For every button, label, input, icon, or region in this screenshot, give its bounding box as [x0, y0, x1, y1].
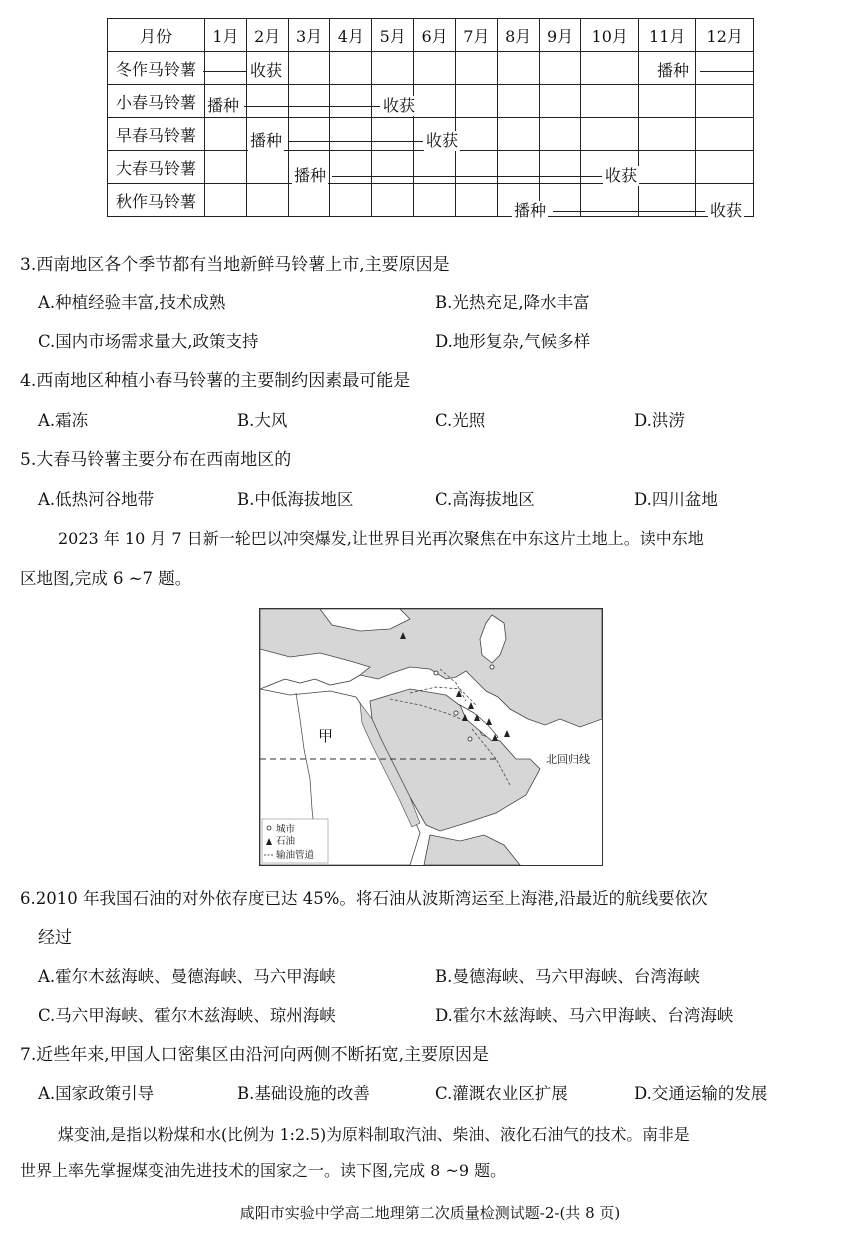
intro-8-9-line1: 煤变油,是指以粉煤和水(比例为 1:2.5)为原料制取汽油、柴油、液化石油气的技术。南非是: [58, 1125, 690, 1144]
row-name: 冬作马铃薯: [108, 52, 205, 85]
map-label-jia: 甲: [318, 727, 334, 745]
page-footer: 咸阳市实验中学高二地理第二次质量检测试题-2-(共 8 页): [239, 1204, 621, 1222]
harvest-label: 收获: [605, 166, 638, 185]
month-header: 9月: [539, 19, 581, 52]
table-row: [108, 151, 754, 184]
month-header: 2月: [246, 19, 288, 52]
question-4-stem: 4.西南地区种植小春马铃薯的主要制约因素最可能是: [20, 371, 411, 391]
harvest-label: 收获: [383, 96, 416, 115]
month-header: 12月: [696, 19, 754, 52]
middle-east-map: [259, 608, 603, 866]
sowing-label: 播种: [657, 61, 690, 80]
header-month-label: 月份: [108, 19, 205, 52]
q6-option-c: C.马六甲海峡、霍尔木兹海峡、琼州海峡: [38, 1006, 336, 1025]
row-name: 秋作马铃薯: [108, 184, 205, 217]
month-header: 5月: [372, 19, 414, 52]
q3-option-b: B.光热充足,降水丰富: [435, 293, 590, 312]
question-7-stem: 7.近些年来,甲国人口密集区由沿河向两侧不断拓宽,主要原因是: [20, 1045, 490, 1065]
question-6-stem-line2: 经过: [38, 928, 72, 948]
month-header: 1月: [205, 19, 247, 52]
q6-option-a: A.霍尔木兹海峡、曼德海峡、马六甲海峡: [38, 967, 336, 986]
growth-period-line: [203, 71, 247, 72]
legend-oil: 石油: [276, 836, 296, 847]
q5-option-a: A.低热河谷地带: [38, 490, 155, 509]
growth-period-line: [244, 106, 380, 107]
harvest-label: 收获: [250, 61, 283, 80]
row-name: 大春马铃薯: [108, 151, 205, 184]
q3-option-d: D.地形复杂,气候多样: [435, 332, 591, 351]
row-name: 小春马铃薯: [108, 85, 205, 118]
q4-option-a: A.霜冻: [38, 411, 89, 430]
month-header: 8月: [497, 19, 539, 52]
q3-option-a: A.种植经验丰富,技术成熟: [38, 293, 226, 312]
q3-option-c: C.国内市场需求量大,政策支持: [38, 332, 259, 351]
legend-city: 城市: [276, 824, 296, 835]
intro-6-7-line2: 区地图,完成 6 ~7 题。: [20, 569, 192, 588]
q7-option-b: B.基础设施的改善: [237, 1084, 370, 1103]
month-header: 7月: [455, 19, 497, 52]
q7-option-a: A.国家政策引导: [38, 1084, 155, 1103]
q4-option-c: C.光照: [435, 411, 486, 430]
intro-6-7-line1: 2023 年 10 月 7 日新一轮巴以冲突爆发,让世界目光再次聚焦在中东这片土地上。读中东地: [58, 529, 704, 548]
month-header: 11月: [638, 19, 696, 52]
q7-option-d: D.交通运输的发展: [634, 1084, 768, 1103]
legend-pipeline: 输油管道: [276, 850, 315, 861]
potato-calendar-table: [107, 18, 754, 217]
question-3-stem: 3.西南地区各个季节都有当地新鲜马铃薯上市,主要原因是: [20, 255, 450, 275]
month-header: 3月: [288, 19, 330, 52]
q4-option-b: B.大风: [237, 411, 288, 430]
q6-option-d: D.霍尔木兹海峡、马六甲海峡、台湾海峡: [435, 1006, 734, 1025]
month-header: 4月: [330, 19, 372, 52]
q5-option-d: D.四川盆地: [634, 490, 718, 509]
sowing-label: 播种: [514, 201, 547, 220]
q5-option-c: C.高海拔地区: [435, 490, 535, 509]
growth-period-line: [332, 176, 602, 177]
harvest-label: 收获: [710, 201, 743, 220]
intro-8-9-line2: 世界上率先掌握煤变油先进技术的国家之一。读下图,完成 8 ~9 题。: [20, 1161, 507, 1180]
sowing-label: 播种: [294, 166, 327, 185]
q7-option-c: C.灌溉农业区扩展: [435, 1084, 568, 1103]
growth-period-line: [288, 141, 423, 142]
q5-option-b: B.中低海拔地区: [237, 490, 354, 509]
q4-option-d: D.洪涝: [634, 411, 685, 430]
month-header: 6月: [414, 19, 456, 52]
sowing-label: 播种: [250, 131, 283, 150]
sowing-label: 播种: [207, 96, 240, 115]
growth-period-line: [553, 211, 705, 212]
question-5-stem: 5.大春马铃薯主要分布在西南地区的: [20, 450, 292, 470]
row-name: 早春马铃薯: [108, 118, 205, 151]
map-label-tropic: 北回归线: [546, 753, 590, 766]
growth-period-line: [700, 71, 753, 72]
q6-option-b: B.曼德海峡、马六甲海峡、台湾海峡: [435, 967, 700, 986]
harvest-label: 收获: [426, 131, 459, 150]
middle-east-map-svg: [260, 609, 602, 865]
month-header: 10月: [581, 19, 639, 52]
question-6-stem-line1: 6.2010 年我国石油的对外依存度已达 45%。将石油从波斯湾运至上海港,沿最近的航线要依次: [20, 889, 708, 908]
table-header-row: [108, 19, 754, 52]
